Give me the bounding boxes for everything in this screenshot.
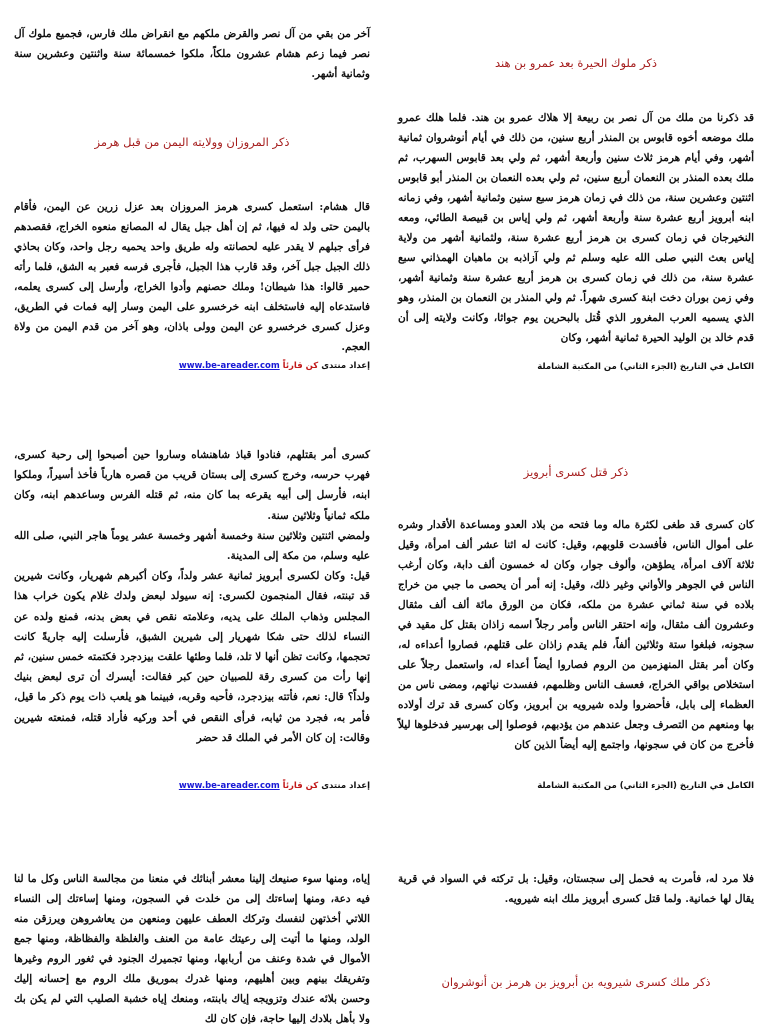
section-heading: ذكر ملك كسرى شيرويه بن أبرويز بن هرمز بن أنوشروان — [441, 975, 711, 989]
page-bottom-left — [0, 805, 384, 1024]
credit-line — [14, 781, 370, 791]
credit-highlight: كن قارئاً — [282, 781, 319, 791]
body-paragraph: قال هشام: استعمل كسرى هرمز المروزان بعد عزل زرين عن اليمن، فأقام باليمن حتى ولد له فيها، ثم إن أهل جبل يقال له المصانع منعوه الخراج، فقصدهم فرأى جبلهم لا يقدر عليه لحصانته وله طريق واحد يحميه رجل واحد، وكان بحاذي ذلك الجبل جبل آخر، وقد قارب هذا الجبل، فأجرى فرسه فعبر به الشق، فلما رأته حمير قالوا: هذا شيطان! وملك حصنهم وأدوا الخراج، وأرسل إلى كسرى يعلمه، فاستدعاه إليه فاستخلف ابنه خرخسرو على اليمن وسار إليه فمات في الطريق، وعزل كسرى خرخسرو عن اليمن وولى باذان، وهو آخر من قدم اليمن من ولاة العجم. — [14, 201, 370, 353]
website-link[interactable]: www.be-areader.com — [178, 781, 280, 791]
body-paragraph: كان كسرى قد طغى لكثرة ماله وما فتحه من بلاد العدو ومساعدة الأقدار وشره على أموال الناس، فأفسدت قلوبهم، وقيل: كانت له اثنا عشر ألف امرأة، وقيل ثلاثة آلاف امرأة، يطؤهن، وألوف جوار، وكان له خمسون ألف دابة، وكان أرغب الناس في الجوهر والأواني وغير ذلك، وقيل: إنه أمر أن يحصى ما جبي من خراج بلاده في سنة ثماني عشرة من ملكه، فكان من الورق مائة ألف ألف مثقال وعشرون ألف مثقال، وإنه احتقر الناس وأمر رجلاً اسمه زاذان بقتل كل مقيد في سجونه، فبلغوا ستة وثلاثين ألفاً، فلم يقدم زاذان على قتلهم، فصاروا أعداءه له، وكان أمر بقتل المنهزمين من الروم فصاروا أيضاً أعداء له، واستعمل رجلاً على استخلاص بواقي الخراج، فعسف الناس وظلمهم، ففسدت نياتهم، ومضى ناس من العظماء إلى بابل، فأحضروا ولده شيرويه بن أبرويز، وكان كسرى قد ترك أولاده بها ومنعهم من التصرف وجعل عندهم من يؤدبهم، فوصلوا إلى بهرسير فدخلوها ليلاً فأخرج من كان في سجونها، واجتمع إليه أيضاً الذين كان — [398, 519, 754, 751]
section-heading: ذكر ملوك الحيرة بعد عمرو بن هند — [495, 56, 657, 70]
website-link[interactable]: www.be-areader.com — [178, 361, 280, 371]
credit-label: إعداد منتدى — [321, 781, 370, 791]
section-heading: ذكر المروزان وولايته اليمن من قبل هرمز — [94, 135, 290, 149]
page-middle-right — [384, 395, 768, 805]
page-top-right — [384, 0, 768, 395]
body-paragraph: كسرى أمر بقتلهم، فنادوا قباذ شاهنشاه وساروا حين أصبحوا إلى رحبة كسرى، فهرب حرسه، وخرج كسرى إلى بستان قريب من قصره هارباً فأخذ أسيراً، وملكوا ابنه، فأرسل إلى أبيه يقرعه بما كان منه، ثم قتله الفرس وساعدهم ابنه، وكان ملكه ثمانياً وثلاثين سنة. ولمضي اثنتين وثلاثين سنة وخمسة أشهر وخمسة عشر يوماً هاجر النبي، صلى الله عليه وسلم، من مكة إلى المدينة. قيل: وكان لكسرى أبرويز ثمانية عشر ولداً، وكان أكبرهم شهريار، وكانت شيرين قد تبنته، فقال المنجمون لكسرى: إنه سيولد لبعض ولدك غلام يكون خراب هذا المجلس وذهاب الملك على يديه، وعلامته نقص في بعض بدنه، فمنع ولده عن النساء لذلك حتى شكا شهريار إلى شيرين الشبق، فأرسلت إليه جاريةً كانت تحجمها، وكانت تظن أنها لا تلد، فلما وطئها علقت بيزدجرد فكتمته خمس سنين، ثم إنها رأت من كسرى رقة للصبيان حين كبر فقالت: أيسرك أن ترى لبعض بنيك ولداً؟ قال: نعم، فأتته بيزدجرد، فأحبه وقربه، فبينما هو يلعب ذات يوم ذكر ما قيل، فأمر به، فجرد من ثيابه، فرأى النقص في أحد وركيه فأراد قتله، فمنعته شيرين وقالت: إن كان الأمر في الملك قد حضر — [14, 449, 370, 744]
body-paragraph: قد ذكرنا من ملك من آل نصر بن ربيعة إلا هلاك عمرو بن هند. فلما هلك عمرو ملك موضعه أخوه قابوس بن المنذر أربع سنين، من ذلك في أيام أنوشروان ثمانية أشهر، وفي أيام هرمز ثلاث سنين وأربعة أشهر، ثم ولي بعد قابوس السهرب، ثم ملك بعده المنذر بن النعمان أربع سنين، ثم ولي بعده النعمان بن المنذر أبو قابوس اثنتين وعشرين سنة، من ذلك في زمان هرمز سبع سنين وثمانية أشهر، وفي زمانه ابنه أبرويز أربع عشرة سنة وأربعة أشهر، ثم ولي إياس بن قبيصة الطائي، ومعه النخيرجان في زمان كسرى بن هرمز أربع عشرة سنة، ولثمانية أشهر من ولاية إياس بعث النبي صلى الله عليه وسلم ثم ولي آزاذبه بن ماهبان الهمذاني سبع عشرة سنة، من ذلك في زمان كسرى بن هرمز أربع عشرة سنة وثمانية أشهر، وفي زمن بوران دخت ابنة كسرى شهراً. ثم ولي المنذر بن النعمان بن المنذر، وهو الذي يسميه العرب المغرور الذي قُتل بالبحرين يوم جواثا، وكانت ولايته إلى أن قدم خالد بن الوليد الحيرة ثمانية أشهر، وكان — [398, 112, 754, 344]
body-paragraph: آخر من بقي من آل نصر والقرض ملكهم مع انقراض ملك فارس، فجميع ملوك آل نصر فيما زعم هشام عشرون ملكاً، ملكوا خمسمائة سنة واثنتين وعشرين سنة وثمانية أشهر. — [14, 28, 370, 80]
body-paragraph: فلا مرد له، فأمرت به فحمل إلى سجستان، وقيل: بل تركته في السواد في قرية يقال لها خمانية. ولما قتل كسرى أبرويز ملك ابنه شيرويه. — [398, 873, 754, 905]
body-paragraph: إياه، ومنها سوء صنيعك إلينا معشر أبنائك في منعنا من مجالسة الناس وكل ما لنا فيه دعة، ومنها إساءتك إلى من خلدت في السجون، ومنها إساءتك إلى النساء اللاتي أخذتهن لنفسك وتركك العطف عليهن ومنعهن من يعاشروهن ويرزقن منه الولد، ومنها ما أتيت إلى رعيتك عامة من العنف والغلظة والفظاظة، ومنها جمع الأموال في شدة وعنف من أربابها، ومنها تجميرك الجنود في ثغور الروم وغيرها وتفريقك بينهم وبين أهليهم، ومنها غدرك بموريق ملك الروم مع إحسانه إليك وحسن بلائه عندك وتزويجه إياك بابنته، ومنعك إياه خشبة الصليب التي لم يكن بك ولا بأهل بلادك إليها حاجة، فإن كان لك — [14, 873, 370, 1024]
page-top-left — [0, 0, 384, 395]
source-line: الكامل في التاريخ (الجزء الثاني) من المكتبة الشاملة — [537, 362, 754, 372]
credit-line — [14, 361, 370, 371]
page-bottom-right — [384, 805, 768, 1024]
source-line: الكامل في التاريخ (الجزء الثاني) من المكتبة الشاملة — [537, 781, 754, 791]
credit-label: إعداد منتدى — [321, 361, 370, 371]
credit-highlight: كن قارئاً — [282, 361, 319, 371]
section-heading: ذكر قتل كسرى أبرويز — [523, 465, 629, 479]
page-middle-left — [0, 395, 384, 805]
